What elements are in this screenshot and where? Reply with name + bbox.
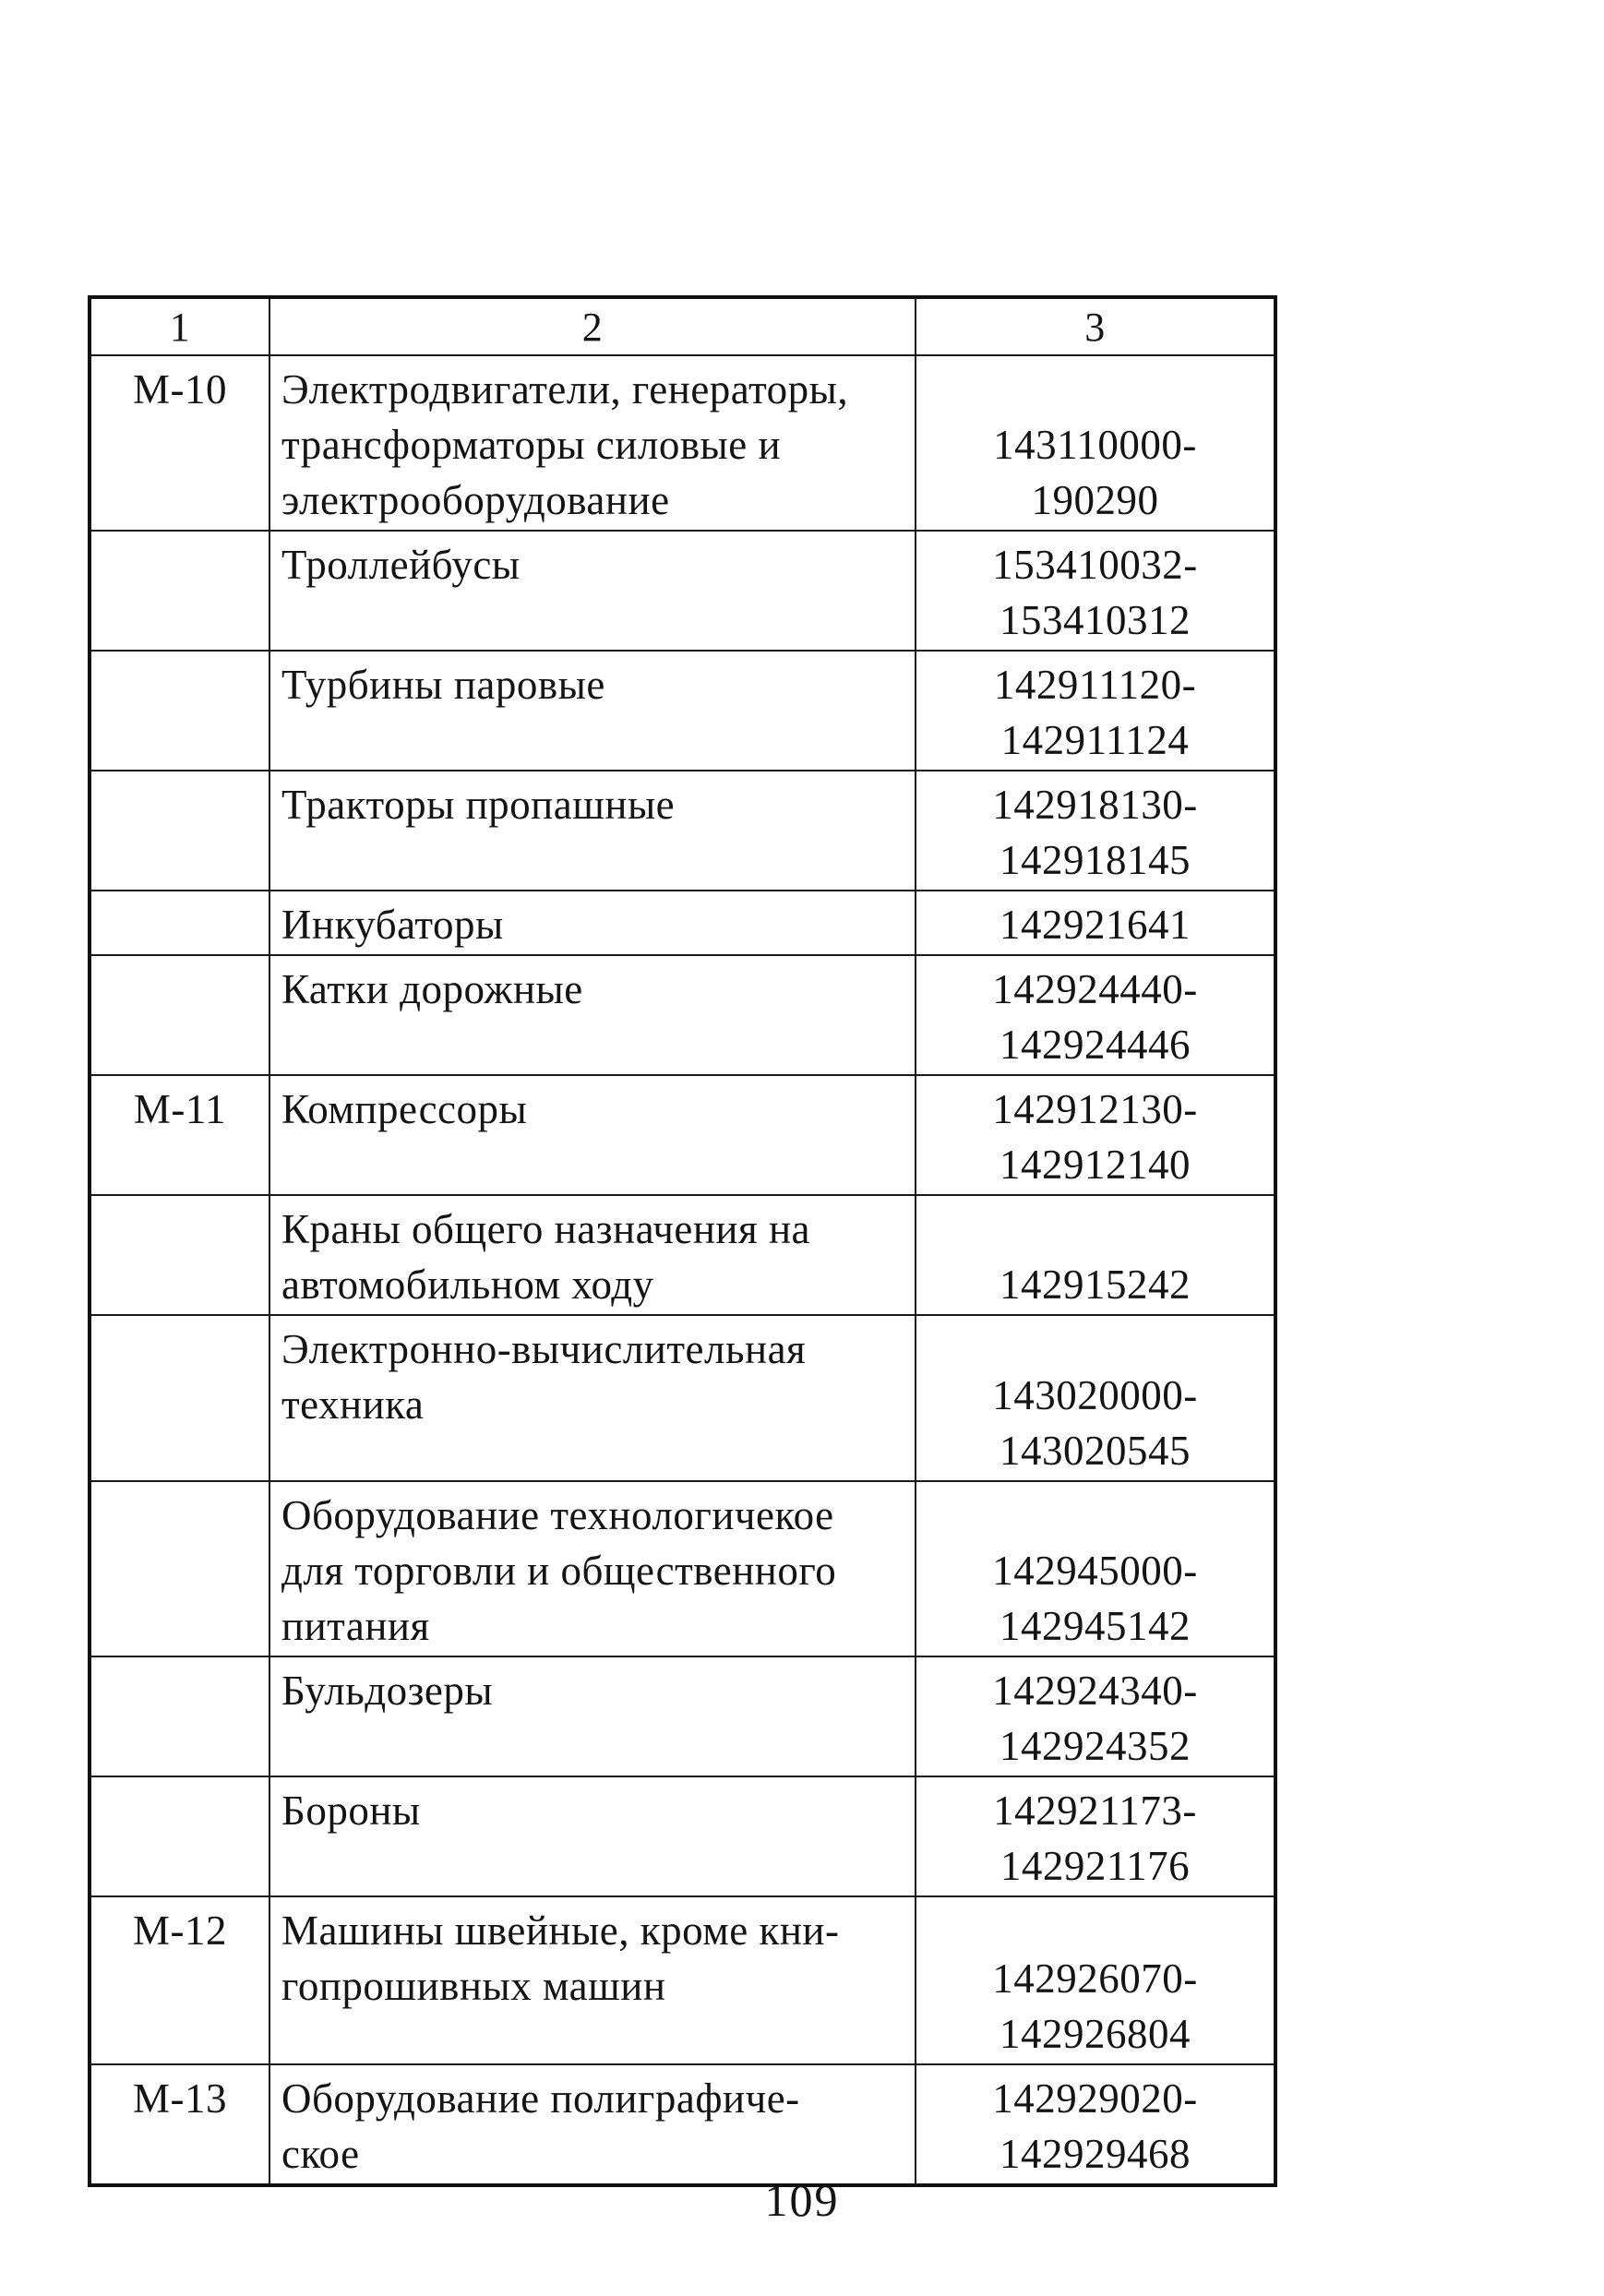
group-code-cell: М-10 (90, 355, 269, 531)
equipment-name-cell: Электронно-вычислительная техника (269, 1315, 916, 1481)
group-code-cell (90, 1315, 269, 1481)
table-row (90, 651, 1275, 771)
group-code-cell (90, 771, 269, 891)
classifier-code-cell: 142918130- 142918145 (916, 771, 1275, 891)
table-row (90, 2064, 1275, 2185)
equipment-name-cell: Машины швейные, кроме кни- гопрошивных машин (269, 1896, 916, 2064)
classifier-code-cell: 142915242 (916, 1195, 1275, 1315)
classifier-code-cell: 142924340- 142924352 (916, 1656, 1275, 1776)
equipment-name-cell: Оборудование технологичекое для торговли и общественного питания (269, 1481, 916, 1656)
classifier-code-cell: 142945000- 142945142 (916, 1481, 1275, 1656)
group-code-cell: М-11 (90, 1075, 269, 1195)
classifier-code-cell: 153410032- 153410312 (916, 531, 1275, 651)
group-code-cell (90, 1481, 269, 1656)
group-code-cell: М-12 (90, 1896, 269, 2064)
classifier-code-cell: 142921641 (916, 891, 1275, 955)
equipment-name-cell: Катки дорожные (269, 955, 916, 1075)
group-code-cell (90, 1195, 269, 1315)
equipment-name-cell: Электродвигатели, генераторы, трансформаторы силовые и электрооборудование (269, 355, 916, 531)
equipment-name-cell: Бороны (269, 1776, 916, 1896)
equipment-name-cell: Инкубаторы (269, 891, 916, 955)
classifier-code-cell: 143110000- 190290 (916, 355, 1275, 531)
group-code-cell (90, 891, 269, 955)
equipment-name-cell: Краны общего назначения на автомобильном ходу (269, 1195, 916, 1315)
table-row (90, 531, 1275, 651)
table-row (90, 1075, 1275, 1195)
table-row (90, 1776, 1275, 1896)
column-header: 1 (90, 297, 269, 355)
equipment-name-cell: Троллейбусы (269, 531, 916, 651)
column-header: 2 (269, 297, 916, 355)
table-row (90, 1195, 1275, 1315)
page-number: 109 (764, 2174, 840, 2226)
equipment-code-table (88, 295, 1277, 2187)
equipment-name-cell: Компрессоры (269, 1075, 916, 1195)
classifier-code-cell: 142912130- 142912140 (916, 1075, 1275, 1195)
table-row (90, 1481, 1275, 1656)
group-code-cell (90, 1776, 269, 1896)
table-row (90, 1896, 1275, 2064)
table-row (90, 1656, 1275, 1776)
equipment-name-cell: Оборудование полиграфиче- ское (269, 2064, 916, 2185)
classifier-code-cell: 142924440- 142924446 (916, 955, 1275, 1075)
column-header: 3 (916, 297, 1275, 355)
group-code-cell (90, 955, 269, 1075)
group-code-cell (90, 651, 269, 771)
classifier-code-cell: 143020000- 143020545 (916, 1315, 1275, 1481)
equipment-name-cell: Тракторы пропашные (269, 771, 916, 891)
classifier-code-cell: 142929020- 142929468 (916, 2064, 1275, 2185)
classifier-code-cell: 142926070- 142926804 (916, 1896, 1275, 2064)
equipment-name-cell: Турбины паровые (269, 651, 916, 771)
table-header-row (90, 297, 1275, 355)
table-row (90, 1315, 1275, 1481)
table-row (90, 771, 1275, 891)
group-code-cell: М-13 (90, 2064, 269, 2185)
table-row (90, 955, 1275, 1075)
group-code-cell (90, 1656, 269, 1776)
table-row (90, 355, 1275, 531)
classifier-code-cell: 142911120- 142911124 (916, 651, 1275, 771)
classifier-code-cell: 142921173- 142921176 (916, 1776, 1275, 1896)
group-code-cell (90, 531, 269, 651)
table-row (90, 891, 1275, 955)
equipment-name-cell: Бульдозеры (269, 1656, 916, 1776)
